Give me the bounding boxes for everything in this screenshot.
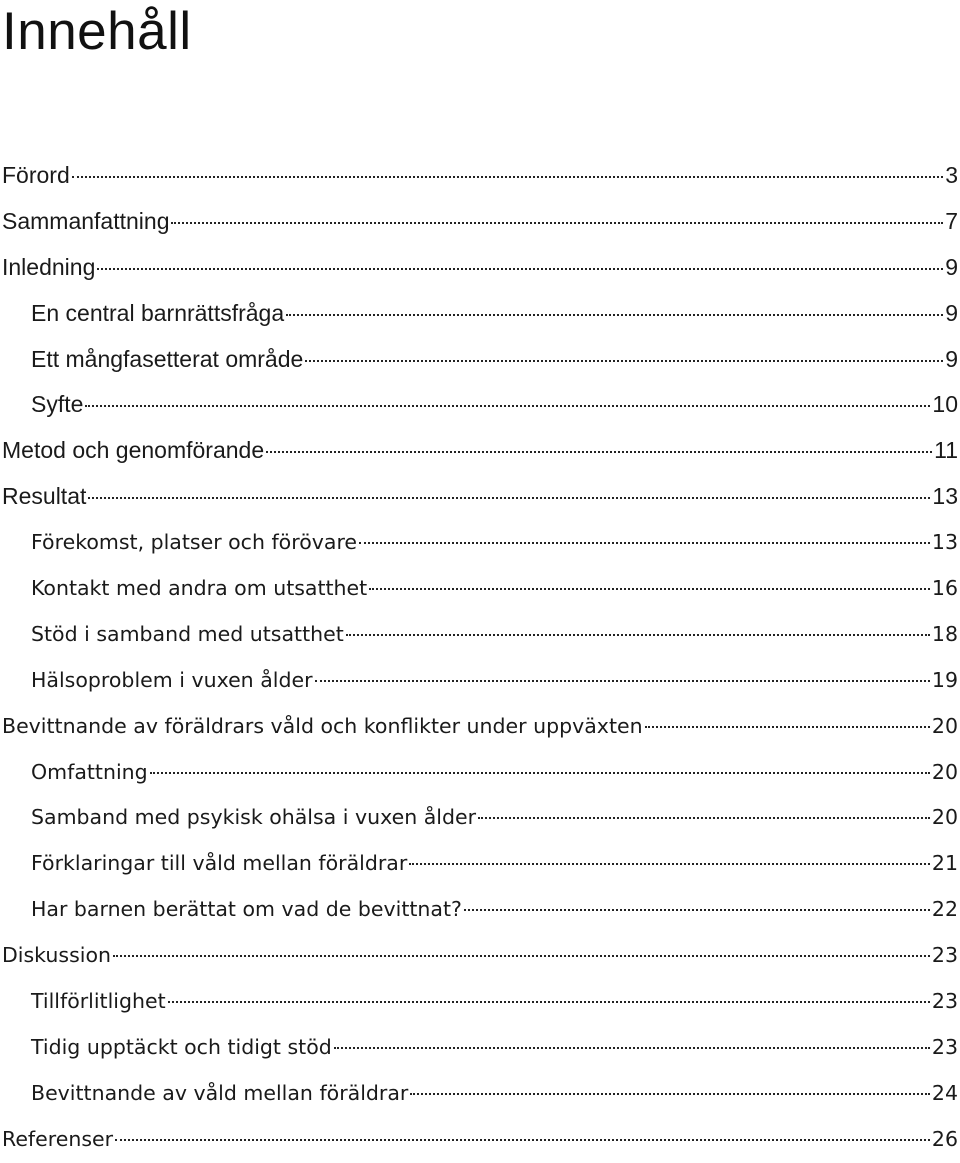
toc-entry[interactable] <box>0 153 960 199</box>
toc-entry[interactable] <box>0 979 960 1025</box>
toc-entry-page-number: 13 <box>931 530 958 555</box>
toc-entry-page-number: 23 <box>931 989 958 1014</box>
table-of-contents <box>0 153 960 1163</box>
toc-entry[interactable] <box>0 1117 960 1163</box>
toc-entry-page-number: 9 <box>945 299 958 326</box>
toc-entry-page-number: 19 <box>931 667 958 692</box>
toc-entry-label: Hälsoproblem i vuxen ålder <box>31 667 313 692</box>
toc-entry-page-number: 18 <box>931 621 958 646</box>
toc-entry-label: Förord <box>2 162 70 188</box>
toc-entry[interactable] <box>0 1071 960 1117</box>
toc-entry-page-number: 22 <box>931 897 958 922</box>
toc-entry-page-number: 20 <box>931 713 958 738</box>
toc-entry[interactable] <box>0 658 960 704</box>
toc-entry-label: En central barnrättsfråga <box>31 299 285 326</box>
toc-entry[interactable] <box>0 795 960 841</box>
toc-entry[interactable] <box>0 291 960 337</box>
toc-entry-label: Referenser <box>2 1126 114 1151</box>
toc-entry-label: Tidig upptäckt och tidigt stöd <box>31 1034 332 1059</box>
toc-entry-page-number: 20 <box>931 805 958 830</box>
toc-dot-leader <box>171 222 943 224</box>
toc-entry-label: Samband med psykisk ohälsa i vuxen ålder <box>31 805 477 830</box>
toc-dot-leader <box>334 1047 930 1049</box>
toc-entry-page-number: 20 <box>931 759 958 784</box>
toc-entry[interactable] <box>0 474 960 520</box>
toc-entry-label: Omfattning <box>31 759 148 784</box>
toc-entry[interactable] <box>0 428 960 474</box>
toc-dot-leader <box>266 451 932 453</box>
toc-dot-leader <box>115 1139 930 1141</box>
toc-dot-leader <box>645 726 930 728</box>
toc-entry-label: Inledning <box>2 253 96 280</box>
toc-entry[interactable] <box>0 1025 960 1071</box>
toc-entry-label: Ett mångfasetterat område <box>31 345 304 372</box>
toc-entry[interactable] <box>0 750 960 796</box>
toc-entry-page-number: 10 <box>932 391 958 418</box>
toc-dot-leader <box>286 314 943 316</box>
toc-entry-page-number: 26 <box>931 1126 958 1151</box>
toc-entry[interactable] <box>0 933 960 979</box>
toc-dot-leader <box>410 1093 930 1095</box>
toc-dot-leader <box>113 955 930 957</box>
toc-entry-label: Syfte <box>31 391 84 418</box>
toc-entry-label: Har barnen berättat om vad de bevittnat? <box>31 897 462 922</box>
toc-dot-leader <box>97 268 943 270</box>
toc-dot-leader <box>168 1001 930 1003</box>
toc-entry-page-number: 9 <box>945 253 958 280</box>
toc-entry-page-number: 16 <box>931 576 958 601</box>
toc-entry-page-number: 3 <box>945 162 958 188</box>
toc-dot-leader <box>346 634 930 636</box>
toc-entry-label: Resultat <box>2 483 87 510</box>
toc-dot-leader <box>305 360 943 362</box>
toc-entry-label: Förekomst, platser och förövare <box>31 530 358 555</box>
toc-dot-leader <box>369 588 930 590</box>
toc-entry-page-number: 11 <box>934 437 958 464</box>
page-title: Innehåll <box>2 2 192 61</box>
toc-dot-leader <box>359 542 930 544</box>
toc-entry[interactable] <box>0 612 960 658</box>
toc-entry[interactable] <box>0 841 960 887</box>
toc-entry-label: Metod och genomförande <box>2 437 265 464</box>
toc-entry[interactable] <box>0 382 960 428</box>
toc-dot-leader <box>88 497 930 499</box>
toc-entry-label: Stöd i samband med utsatthet <box>31 621 344 646</box>
toc-entry-label: Sammanfattning <box>2 207 170 234</box>
toc-entry-label: Tillförlitlighet <box>31 989 166 1014</box>
toc-entry-page-number: 13 <box>932 483 958 510</box>
toc-entry-page-number: 7 <box>945 207 958 234</box>
toc-entry-page-number: 21 <box>931 851 958 876</box>
toc-entry-label: Bevittnande av föräldrars våld och konflikter under uppväxten <box>2 713 643 738</box>
toc-entry[interactable] <box>0 704 960 750</box>
toc-entry[interactable] <box>0 199 960 245</box>
toc-dot-leader <box>150 772 930 774</box>
toc-dot-leader <box>409 863 930 865</box>
toc-entry[interactable] <box>0 337 960 383</box>
toc-entry[interactable] <box>0 245 960 291</box>
toc-entry[interactable] <box>0 566 960 612</box>
toc-dot-leader <box>478 817 930 819</box>
toc-entry-label: Diskussion <box>2 943 111 968</box>
toc-entry-label: Förklaringar till våld mellan föräldrar <box>31 851 408 876</box>
toc-dot-leader <box>315 680 930 682</box>
toc-entry-page-number: 24 <box>931 1080 958 1105</box>
toc-dot-leader <box>464 909 930 911</box>
toc-entry-page-number: 23 <box>931 1034 958 1059</box>
toc-entry-page-number: 9 <box>945 345 958 372</box>
toc-entry[interactable] <box>0 520 960 566</box>
toc-entry-page-number: 23 <box>931 943 958 968</box>
toc-dot-leader <box>72 176 943 178</box>
toc-dot-leader <box>85 405 930 407</box>
toc-entry-label: Kontakt med andra om utsatthet <box>31 576 368 601</box>
toc-entry-label: Bevittnande av våld mellan föräldrar <box>31 1080 409 1105</box>
toc-entry[interactable] <box>0 887 960 933</box>
